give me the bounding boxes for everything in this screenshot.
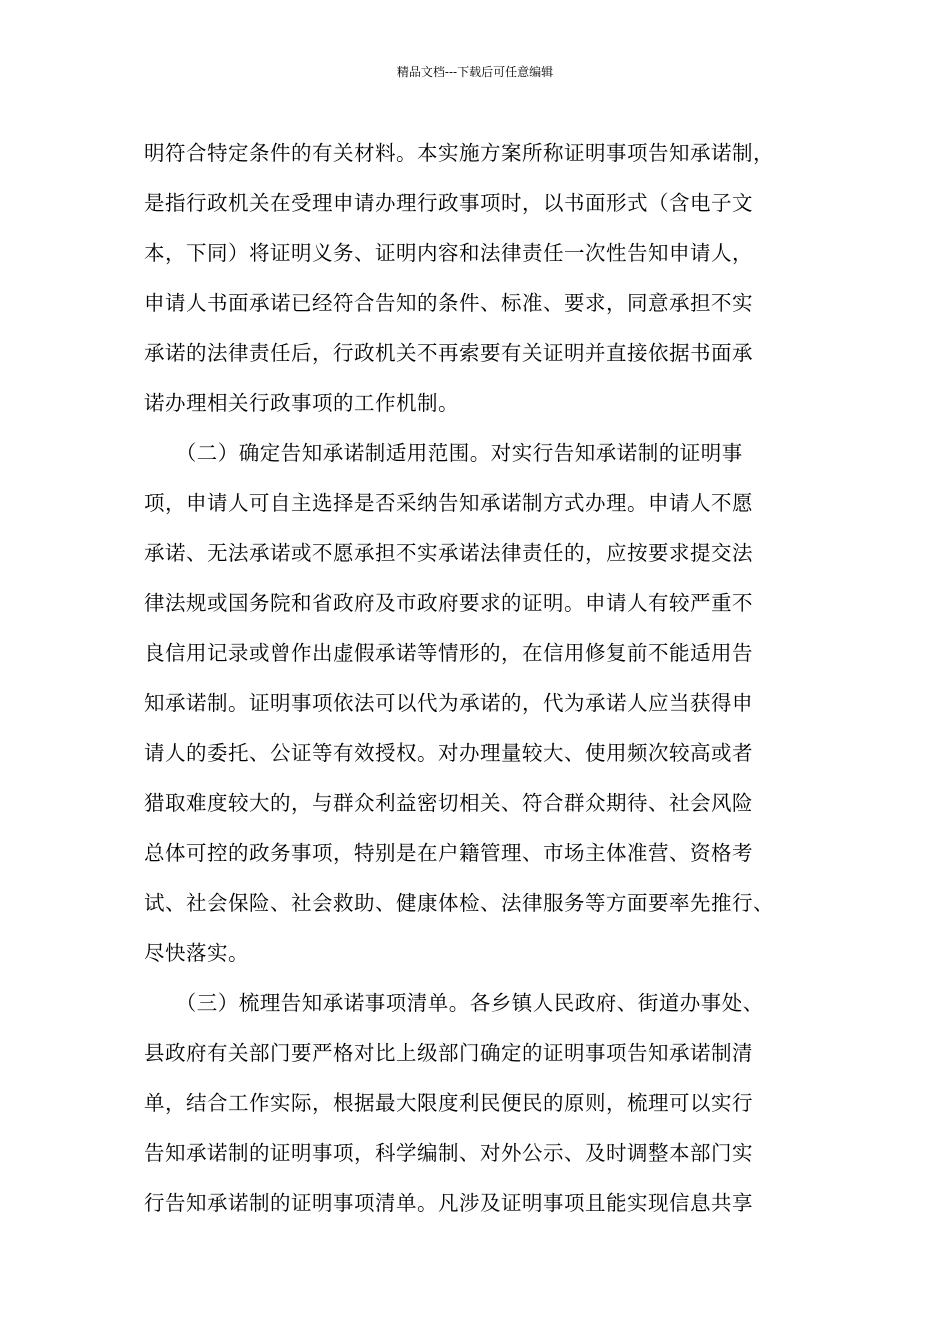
text-line: 猎取难度较大的，与群众利益密切相关、符合群众期待、社会风险 xyxy=(144,791,753,815)
text-line: 总体可控的政务事项，特别是在户籍管理、市场主体准营、资格考 xyxy=(144,841,753,865)
text-line: （三）梳理告知承诺事项清单。各乡镇人民政府、街道办事处、 xyxy=(144,991,764,1015)
text-line: 行告知承诺制的证明事项清单。凡涉及证明事项且能实现信息共享 xyxy=(144,1191,753,1215)
text-line: 告知承诺制的证明事项，科学编制、对外公示、及时调整本部门实 xyxy=(144,1141,753,1165)
text-line: 承诺、无法承诺或不愿承担不实承诺法律责任的，应按要求提交法 xyxy=(144,541,753,565)
page-header: 精品文档---下载后可任意编辑 xyxy=(396,65,554,79)
text-line: 良信用记录或曾作出虚假承诺等情形的，在信用修复前不能适用告 xyxy=(144,641,753,665)
text-line: 县政府有关部门要严格对比上级部门确定的证明事项告知承诺制清 xyxy=(144,1041,753,1065)
text-line: 单，结合工作实际，根据最大限度利民便民的原则，梳理可以实行 xyxy=(144,1091,753,1115)
text-line: 知承诺制。证明事项依法可以代为承诺的，代为承诺人应当获得申 xyxy=(144,691,753,715)
text-line: 请人的委托、公证等有效授权。对办理量较大、使用频次较高或者 xyxy=(144,741,753,765)
text-line: （二）确定告知承诺制适用范围。对实行告知承诺制的证明事 xyxy=(144,441,743,465)
document-body xyxy=(144,128,824,1228)
text-line: 尽快落实。 xyxy=(144,941,249,965)
text-line: 是指行政机关在受理申请办理行政事项时，以书面形式（含电子文 xyxy=(144,191,753,215)
text-line: 明符合特定条件的有关材料。本实施方案所称证明事项告知承诺制， xyxy=(144,141,774,165)
text-line: 律法规或国务院和省政府及市政府要求的证明。申请人有较严重不 xyxy=(144,591,753,615)
text-line: 诺办理相关行政事项的工作机制。 xyxy=(144,391,459,415)
text-line: 申请人书面承诺已经符合告知的条件、标准、要求，同意承担不实 xyxy=(144,291,753,315)
text-line: 试、社会保险、社会救助、健康体检、法律服务等方面要率先推行、 xyxy=(144,891,774,915)
text-line: 项，申请人可自主选择是否采纳告知承诺制方式办理。申请人不愿 xyxy=(144,491,753,515)
text-line: 本，下同）将证明义务、证明内容和法律责任一次性告知申请人， xyxy=(144,241,753,265)
text-line: 承诺的法律责任后，行政机关不再索要有关证明并直接依据书面承 xyxy=(144,341,753,365)
